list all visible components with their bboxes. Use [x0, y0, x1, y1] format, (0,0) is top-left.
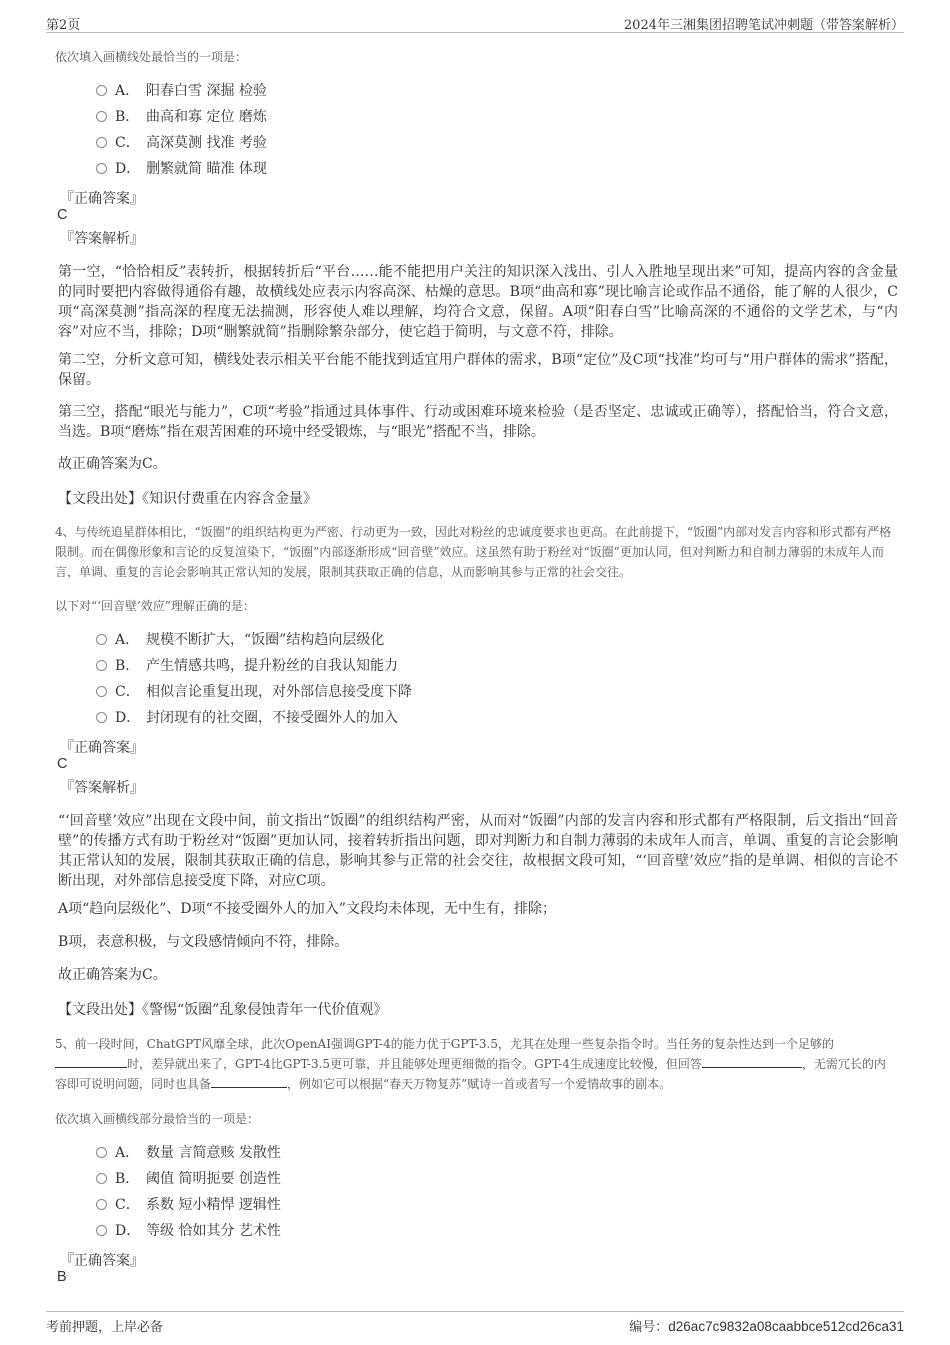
q3-analysis-conclusion: 故正确答案为C。 — [58, 456, 167, 472]
q4-option-a[interactable]: A． 规模不断扩大，“饭圈”结构趋向层级化 — [96, 629, 384, 651]
q5-option-c[interactable]: C． 系数 短小精悍 逻辑性 — [96, 1194, 281, 1216]
q4-source: 【文段出处】《警惕“饭圈”乱象侵蚀青年一代价值观》 — [58, 1002, 388, 1018]
radio-icon[interactable] — [96, 660, 107, 671]
q5-option-d[interactable]: D． 等级 恰如其分 艺术性 — [96, 1220, 281, 1242]
q5-option-b[interactable]: B． 阈值 简明扼要 创造性 — [96, 1168, 281, 1190]
q3-answer-label: 『正确答案』 — [60, 191, 144, 207]
q4-answer-label: 『正确答案』 — [60, 740, 144, 756]
q4-prompt: 以下对“‘回音壁’效应”理解正确的是： — [55, 599, 255, 613]
radio-icon[interactable] — [96, 1225, 107, 1236]
radio-icon[interactable] — [96, 137, 107, 148]
q5-stem: 5、前一段时间，ChatGPT风靡全球，此次OpenAI强调GPT-4的能力优于GPT-3.5，尤其在处理一些复杂指令时。当任务的复杂性达到一个足够的时，差异就出来了，GPT-4比GPT-3.5更可靠，并且能够处理更细微的指令。GPT-4生成速度比较慢，但回答 ，无需冗长的内容即可说明问题，同时也具备 ，例如它可以根据“春天万物复苏”赋诗一首或者写一个爱情故事的剧本。 — [55, 1037, 886, 1091]
q5-answer-label: 『正确答案』 — [60, 1253, 144, 1269]
q5-answer: B — [57, 1269, 67, 1285]
page-footer — [46, 1311, 904, 1336]
q3-option-c[interactable]: C． 高深莫测 找准 考验 — [96, 132, 267, 154]
q4-analysis-conclusion: 故正确答案为C。 — [58, 967, 167, 983]
page-header — [46, 10, 904, 33]
q3-answer: C — [57, 207, 68, 223]
q3-analysis-paragraph: 第二空，分析文意可知，横线处表示相关平台能不能找到适宜用户群体的需求，B项“定位”及C项“找准”均可与“用户群体的需求”搭配，保留。 — [58, 352, 898, 388]
q4-stem: 4、与传统追星群体相比，“饭圈”的组织结构更为严密、行动更为一致，因此对粉丝的忠诚度要求也更高。在此前提下，“饭圈”内部对发言内容和形式都有严格限制。而在偶像形象和言论的反复渲染下，“饭圈”内部逐渐形成“回音壁”效应。这虽然有助于粉丝对“饭圈”更加认同，但对判断力和自制力薄弱的未成年人而言，单调、重复的言论会影响其正常认知的发展，限制其获取正确的信息，从而影响其参与正常的社会交往。 — [55, 525, 892, 579]
fill-blank — [55, 1055, 127, 1068]
radio-icon[interactable] — [96, 1147, 107, 1158]
radio-icon[interactable] — [96, 163, 107, 174]
radio-icon[interactable] — [96, 85, 107, 96]
q4-answer: C — [57, 756, 68, 772]
radio-icon[interactable] — [96, 686, 107, 697]
q3-option-a[interactable]: A． 阳春白雪 深掘 检验 — [96, 80, 267, 102]
q3-analysis-paragraph: 第三空，搭配“眼光与能力”，C项“考验”指通过具体事件、行动或困难环境来检验（是否坚定、忠诚或正确等），搭配恰当，符合文意，当选。B项“磨炼”指在艰苦困难的环境中经受锻炼，与“眼光”搭配不当，排除。 — [58, 404, 898, 440]
radio-icon[interactable] — [96, 111, 107, 122]
q4-option-d[interactable]: D． 封闭现有的社交圈，不接受圈外人的加入 — [96, 707, 398, 729]
page-number: 第2页 — [46, 18, 81, 33]
q3-option-b[interactable]: B． 曲高和寡 定位 磨炼 — [96, 106, 267, 128]
document-title: 2024年三湘集团招聘笔试冲刺题（带答案解析） — [623, 18, 904, 33]
q4-option-b[interactable]: B． 产生情感共鸣，提升粉丝的自我认知能力 — [96, 655, 398, 677]
radio-icon[interactable] — [96, 1173, 107, 1184]
q3-analysis-paragraph: 第一空，“恰恰相反”表转折，根据转折后“平台……能不能把用户关注的知识深入浅出、引人入胜地呈现出来”可知，提高内容的含金量的同时要把内容做得通俗有趣，故横线处应表示内容高深、枯燥的意思。B项“曲高和寡”现比喻言论或作品不通俗，能了解的人很少，C项“高深莫测”指高深的程度无法揣测，形容使人难以理解，均符合文意，保留。A项“阳春白雪”比喻高深的不通俗的文学艺术，与“内容”对应不当，排除；D项“删繁就简”指删除繁杂部分，使它趋于简明，与文意不符，排除。 — [58, 264, 898, 340]
q3-option-d[interactable]: D． 删繁就简 瞄准 体现 — [96, 158, 267, 180]
fill-blank — [211, 1075, 287, 1088]
q3-analysis-label: 『答案解析』 — [60, 231, 144, 247]
radio-icon[interactable] — [96, 712, 107, 723]
q4-analysis-label: 『答案解析』 — [60, 780, 144, 796]
footer-slogan: 考前押题，上岸必备 — [46, 1320, 164, 1335]
q4-analysis-paragraph: B项，表意积极，与文段感情倾向不符，排除。 — [58, 934, 349, 950]
q4-analysis-paragraph: A项“趋向层级化”、D项“不接受圈外人的加入”文段均未体现，无中生有，排除； — [58, 901, 556, 917]
q5-option-a[interactable]: A． 数量 言简意赅 发散性 — [96, 1142, 281, 1164]
fill-blank — [702, 1055, 802, 1068]
q4-analysis-paragraph: “‘回音壁’效应”出现在文段中间，前文指出“饭圈”的组织结构严密，从而对“饭圈”内部的发言内容和形式都有严格限制，后文指出“回音壁”的传播方式有助于粉丝对“饭圈”更加认同，接着转折指出问题，即对判断力和自制力薄弱的未成年人而言，单调、重复的言论会影响其正常认知的发展，限制其获取正确的信息，影响其参与正常的社会交往，故根据文段可知，“‘回音壁’效应”指的是单调、相似的言论不断出现，对外部信息接受度下降，对应C项。 — [58, 813, 898, 889]
q5-prompt: 依次填入画横线部分最恰当的一项是： — [55, 1112, 260, 1126]
radio-icon[interactable] — [96, 1199, 107, 1210]
q3-prompt: 依次填入画横线处最恰当的一项是： — [55, 50, 248, 64]
q3-source: 【文段出处】《知识付费重在内容含金量》 — [58, 491, 317, 507]
q4-option-c[interactable]: C． 相似言论重复出现，对外部信息接受度下降 — [96, 681, 412, 703]
document-code: 编号：d26ac7c9832a08caabbce512cd26ca31 — [629, 1319, 904, 1335]
radio-icon[interactable] — [96, 634, 107, 645]
